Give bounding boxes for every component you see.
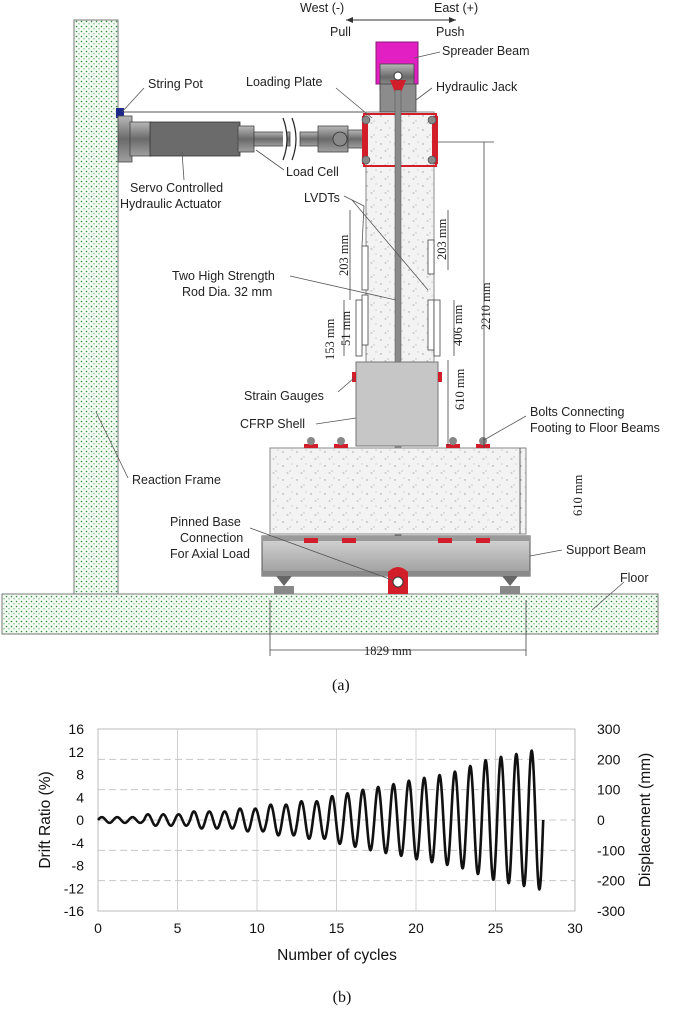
dim-1829: 1829 mm: [364, 644, 412, 658]
x-tick-label: 30: [567, 920, 583, 936]
x-tick-label: 0: [94, 920, 102, 936]
cfrp-shell-label: CFRP Shell: [240, 417, 306, 431]
y-left-tick-label: 16: [68, 721, 84, 737]
caption-a: (a): [332, 677, 350, 694]
bolts-label-line1: Bolts Connecting: [530, 405, 625, 419]
caption-b: (b): [332, 989, 352, 1006]
y-right-tick-label: 200: [597, 751, 621, 768]
pinned-base-label-line3: For Axial Load: [170, 547, 250, 561]
y-right-tick-label: 300: [597, 721, 621, 737]
dim-610-shell: 610 mm: [453, 368, 467, 410]
actuator-label-line1: Servo Controlled: [130, 181, 224, 195]
dim-51: 51 mm: [339, 310, 353, 346]
reaction-frame-label: Reaction Frame: [132, 473, 221, 487]
actuator-label-line2: Hydraulic Actuator: [120, 197, 222, 211]
direction-west: West (-): [300, 1, 345, 15]
y-right-tick-label: 0: [597, 812, 605, 828]
footing: [270, 448, 526, 534]
lvdts-label: LVDTs: [304, 191, 340, 205]
y-left-tick-label: 12: [68, 743, 84, 760]
rod-label-line2: Rod Dia. 32 mm: [182, 285, 273, 299]
x-tick-label: 20: [408, 920, 424, 936]
floor-slab: [2, 594, 658, 634]
y-right-tick-label: -200: [597, 872, 626, 889]
dim-610-footing: 610 mm: [571, 474, 585, 516]
y-right-tick-label: 100: [597, 781, 621, 798]
support-beam-label: Support Beam: [566, 543, 646, 557]
dim-203-right: 203 mm: [435, 218, 449, 260]
load-cell-label: Load Cell: [286, 165, 339, 179]
x-tick-label: 5: [173, 920, 182, 936]
dim-153: 153 mm: [323, 318, 337, 360]
y-left-tick-label: 4: [76, 789, 84, 806]
x-tick-label: 15: [328, 920, 345, 936]
pinned-base-label-line2: Connection: [180, 531, 244, 545]
cfrp-shell: [356, 362, 438, 446]
rod-label-line1: Two High Strength: [172, 269, 275, 283]
y-left-tick-label: -16: [63, 903, 84, 919]
spreader-beam-label: Spreader Beam: [442, 44, 530, 58]
dim-406: 406 mm: [451, 304, 465, 346]
y-left-tick-label: 8: [76, 766, 84, 783]
y-right-tick-label: -300: [597, 903, 626, 919]
hydraulic-jack-label: Hydraulic Jack: [436, 80, 518, 94]
x-tick-label: 10: [249, 920, 265, 936]
bolts-label-line2: Footing to Floor Beams: [530, 421, 660, 435]
pinned-base-label-line1: Pinned Base: [170, 515, 241, 529]
floor-label: Floor: [620, 571, 649, 585]
y-left-tick-label: 0: [76, 812, 84, 828]
dim-2210: 2210 mm: [479, 282, 493, 330]
reaction-frame: [74, 20, 118, 594]
direction-east: East (+): [434, 1, 479, 15]
x-axis-label: Number of cycles: [277, 947, 397, 964]
loading-protocol-chart: [0, 712, 685, 1009]
y-axis-label-right: Displacement (mm): [637, 752, 654, 888]
strain-gauges-label: Strain Gauges: [244, 389, 324, 403]
y-axis-label-left: Drift Ratio (%): [37, 771, 54, 869]
chart-ticks: [64, 721, 625, 936]
string-pot-label: String Pot: [148, 77, 203, 91]
push-label: Push: [436, 25, 465, 39]
hydraulic-actuator: [116, 108, 365, 162]
x-tick-label: 25: [487, 920, 504, 936]
y-left-tick-label: -12: [63, 880, 84, 897]
y-left-tick-label: -8: [71, 857, 84, 874]
y-left-tick-label: -4: [71, 834, 84, 851]
dim-203-left: 203 mm: [337, 234, 351, 276]
pull-label: Pull: [330, 25, 351, 39]
y-right-tick-label: -100: [597, 842, 626, 859]
loading-plate-label: Loading Plate: [246, 75, 323, 89]
